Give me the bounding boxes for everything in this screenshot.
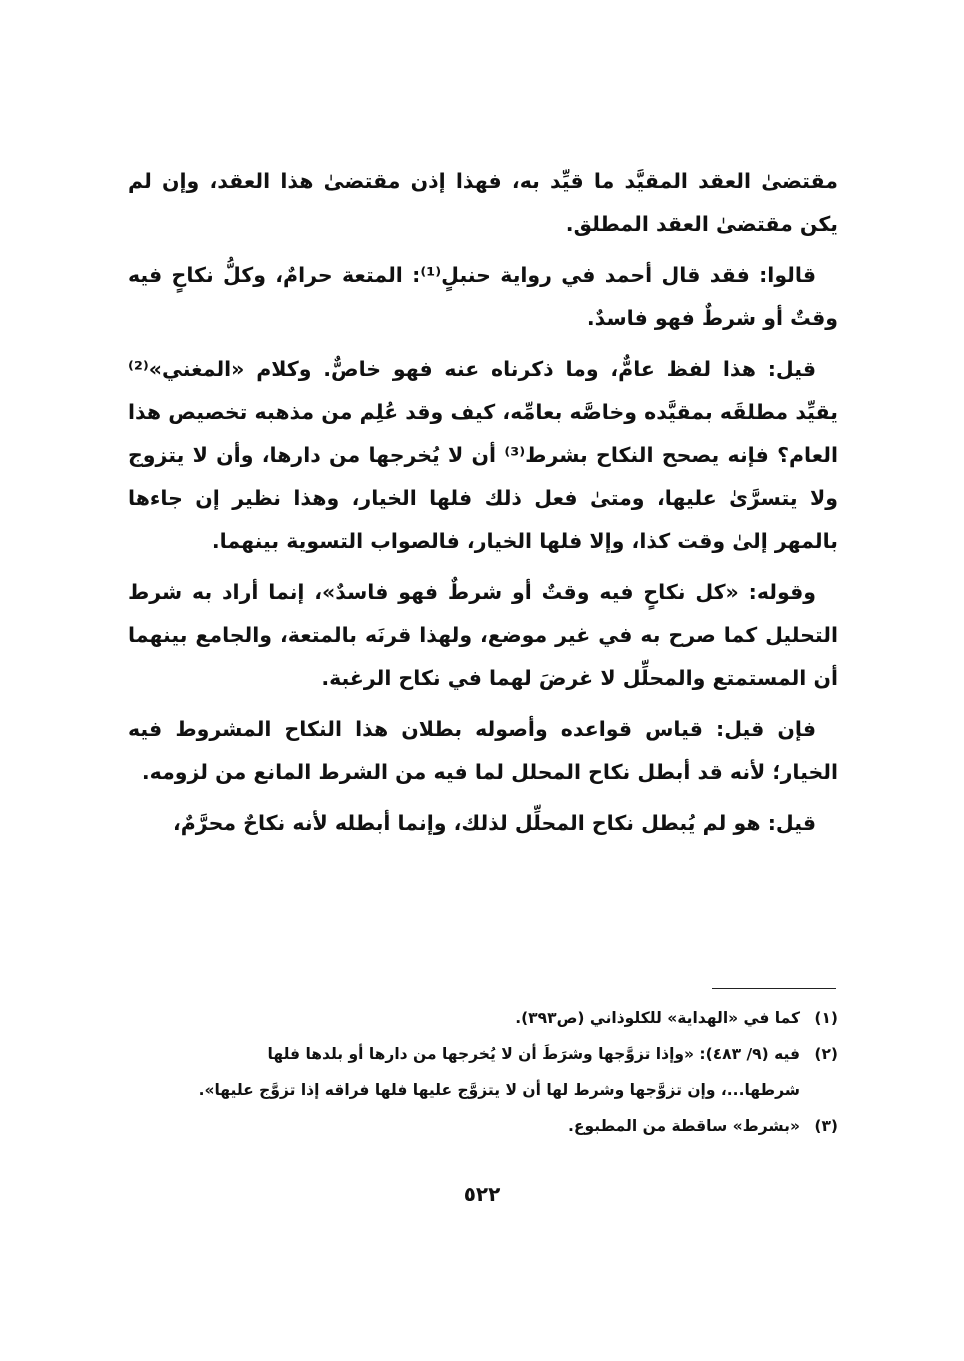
footnotes [128,1000,838,1144]
footnote-separator [712,988,836,989]
footnote [128,1036,838,1108]
paragraph: وقوله: «كل نكاحٍ فيه وقتٌ أو شرطٌ فهو فاسدٌ»، إنما أراد به شرط التحليل كما صرح به في غير موضع، ولهذا قرنَه بالمتعة، والجامع بينهما أن المستمتع والمحلِّل لا غرضَ لهما في نكاح الرغبة. [128,580,838,690]
footnote-number: (٢) [814,1045,838,1063]
paragraph: فإن قيل: قياس قواعده وأصوله بطلان هذا النكاح المشروط فيه الخيار؛ لأنه قد أبطل نكاح المحلل لما فيه من الشرط المانع من لزومه. [128,717,838,784]
paragraph: قيل: هو لم يُبطل نكاح المحلِّل لذلك، وإنما أبطله لأنه نكاحٌ محرَّمٌ، [173,811,816,835]
footnote-text: «بشرط» ساقطة من المطبوع. [568,1117,800,1135]
main-text [128,160,838,853]
footnote-number: (٣) [814,1117,838,1135]
footnote-text: فيه (٩/ ٤٨٣): «وإذا تزوَّجها وشرَطَ أن لا يُخرجها من دارها أو بلدها فلها [267,1045,800,1063]
footnote [128,1108,838,1144]
paragraph: قيل: هذا لفظ عامٌّ، وما ذكرناه عنه فهو خاصٌّ. وكلام «المغني»⁽²⁾ يقيِّد مطلقَه بمقيَّده وخاصَّه بعامِّه، كيف وقد عُلِم من مذهبه تخصيص هذا العام؟ فإنه يصحح النكاح بشرط⁽³⁾ أن لا يُخرجها من دارها، وأن لا يتزوج ولا يتسرَّىٰ عليها، ومتىٰ فعل ذلك فلها الخيار، وهذا نظير إن جاءها بالمهر إلىٰ وقت كذا، وإلا فلها الخيار، فالصواب التسوية بينهما. [128,357,838,553]
paragraph: مقتضىٰ العقد المقيَّد ما قيِّد به، فهذا إذن مقتضىٰ هذا العقد، وإن لم يكن مقتضىٰ العقد المطلق. [128,169,838,236]
footnote-continuation: شرطها...، وإن تزوَّجها وشرط لها أن لا يتزوَّج عليها فلها فراقه إذا تزوَّج عليها». [198,1081,800,1099]
footnote-number: (١) [814,1009,838,1027]
footnote-text: كما في «الهداية» للكلوذاني (ص٣٩٣). [515,1009,800,1027]
paragraph: قالوا: فقد قال أحمد في رواية حنبلٍ⁽¹⁾: المتعة حرامٌ، وكلُّ نكاحٍ فيه وقتٌ أو شرطٌ فهو فاسدٌ. [128,263,838,330]
page-number: ٥٢٢ [463,1182,501,1206]
footnote [128,1000,838,1036]
